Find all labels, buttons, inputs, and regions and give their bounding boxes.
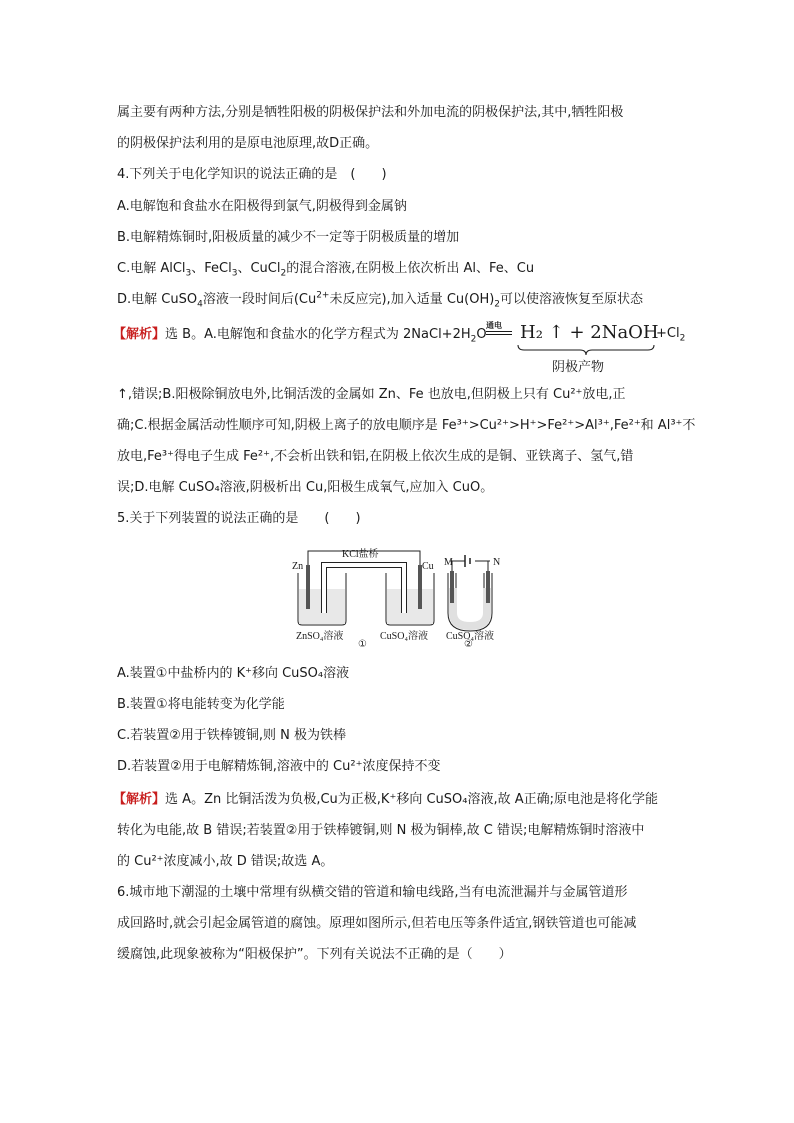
equation-chlorine: $+Cl_2$: [656, 326, 686, 344]
answer-4-line: ↑,错误;B.阳极除铜放电外,比铜活泼的金属如 Zn、Fe 也放电,但阴极上只有 Cu²⁺放电,正: [117, 387, 626, 402]
underbrace: [516, 344, 656, 356]
analysis-label: 解析: [126, 327, 153, 342]
answer-4-line: 【解析】选 B。A.电解饱和食盐水的化学方程式为 $2NaCl+2H_2O$: [113, 327, 487, 345]
cuso4-solution-2-label: CuSO₄溶液: [446, 631, 494, 642]
question-4-option-c: C.电解 AlCl$_3$、FeCl$_3$、CuCl$_2$的混合溶液,在阴极上依次析出 Al、Fe、Cu: [117, 261, 535, 279]
device-1-number: ①: [358, 639, 367, 650]
equation-group: [486, 320, 686, 375]
apparatus-figure: [290, 543, 520, 653]
zn-label: Zn: [292, 561, 304, 572]
electrolysis-arrow-label: 通电: [486, 321, 502, 330]
paragraph-line: 属主要有两种方法,分别是牺牲阳极的阴极保护法和外加电流的阴极保护法,其中,牺牲阳极: [117, 105, 624, 120]
answer-4-line: 误;D.电解 CuSO₄溶液,阴极析出 Cu,阳极生成氧气,应加入 CuO。: [117, 480, 494, 495]
question-5-option-b: B.装置①将电能转变为化学能: [117, 697, 285, 712]
m-electrode-label: M: [444, 557, 453, 568]
question-6-stem: 成回路时,就会引起金属管道的腐蚀。原理如图所示,但若电压等条件适宜,钢铁管道也可能减: [117, 916, 637, 931]
equation-products: H₂ ↑ + 2NaOH: [520, 322, 659, 343]
znso4-solution-label: ZnSO₄溶液: [296, 631, 344, 642]
answer-4-line: 放电,Fe³⁺得电子生成 Fe²⁺,不会析出铁和铝,在阴极上依次生成的是铜、亚铁离子、氢气,错: [117, 449, 634, 464]
question-4-option-a: A.电解饱和食盐水在阳极得到氯气,阴极得到金属钠: [117, 199, 407, 214]
analysis-label: 解析: [126, 792, 153, 807]
question-5-option-a: A.装置①中盐桥内的 K⁺移向 CuSO₄溶液: [117, 666, 350, 681]
question-6-stem: 缓腐蚀,此现象被称为“阳极保护”。下列有关说法不正确的是（ ）: [117, 947, 512, 962]
equals-arrow: [486, 331, 512, 335]
question-4-option-b: B.电解精炼铜时,阳极质量的减少不一定等于阴极质量的增加: [117, 230, 460, 245]
answer-5-line: 【解析】选 A。Zn 比铜活泼为负极,Cu为正极,K⁺移向 CuSO₄溶液,故 A正确;原电池是将化学能: [113, 792, 658, 807]
salt-bridge-label: KCl盐桥: [342, 549, 379, 560]
answer-4-line: 确;C.根据金属活动性顺序可知,阴极上离子的放电顺序是 Fe³⁺>Cu²⁺>H⁺>Fe²⁺>Al³⁺,Fe²⁺和 Al³⁺不: [117, 418, 696, 433]
n-electrode-label: N: [493, 557, 501, 568]
question-5-option-c: C.若装置②用于铁棒镀铜,则 N 极为铁棒: [117, 728, 346, 743]
answer-5-line: 转化为电能,故 B 错误;若装置②用于铁棒镀铜,则 N 极为铜棒,故 C 错误;电解精炼铜时溶液中: [117, 823, 645, 838]
question-5-stem: 5.关于下列装置的说法正确的是 ( ): [117, 511, 361, 526]
cu-label: Cu: [422, 561, 434, 572]
question-4-option-d: D.电解 CuSO$_4$溶液一段时间后($Cu^{2+}$未反应完),加入适量 $Cu(OH)_2$可以使溶液恢复至原状态: [117, 290, 644, 310]
answer-5-line: 的 Cu²⁺浓度减小,故 D 错误;故选 A。: [117, 854, 334, 869]
question-5-option-d: D.若装置②用于电解精炼铜,溶液中的 Cu²⁺浓度保持不变: [117, 759, 441, 774]
question-6-stem: 6.城市地下潮湿的土壤中常埋有纵横交错的管道和输电线路,当有电流泄漏并与金属管道形: [117, 885, 628, 900]
underbrace-label: 阴极产物: [552, 360, 605, 375]
paragraph-line: 的阴极保护法利用的是原电池原理,故D正确。: [117, 136, 379, 151]
question-4-stem: 4.下列关于电化学知识的说法正确的是 ( ): [117, 167, 387, 182]
device-2-number: ②: [464, 639, 473, 650]
cuso4-solution-label: CuSO₄溶液: [380, 631, 428, 642]
